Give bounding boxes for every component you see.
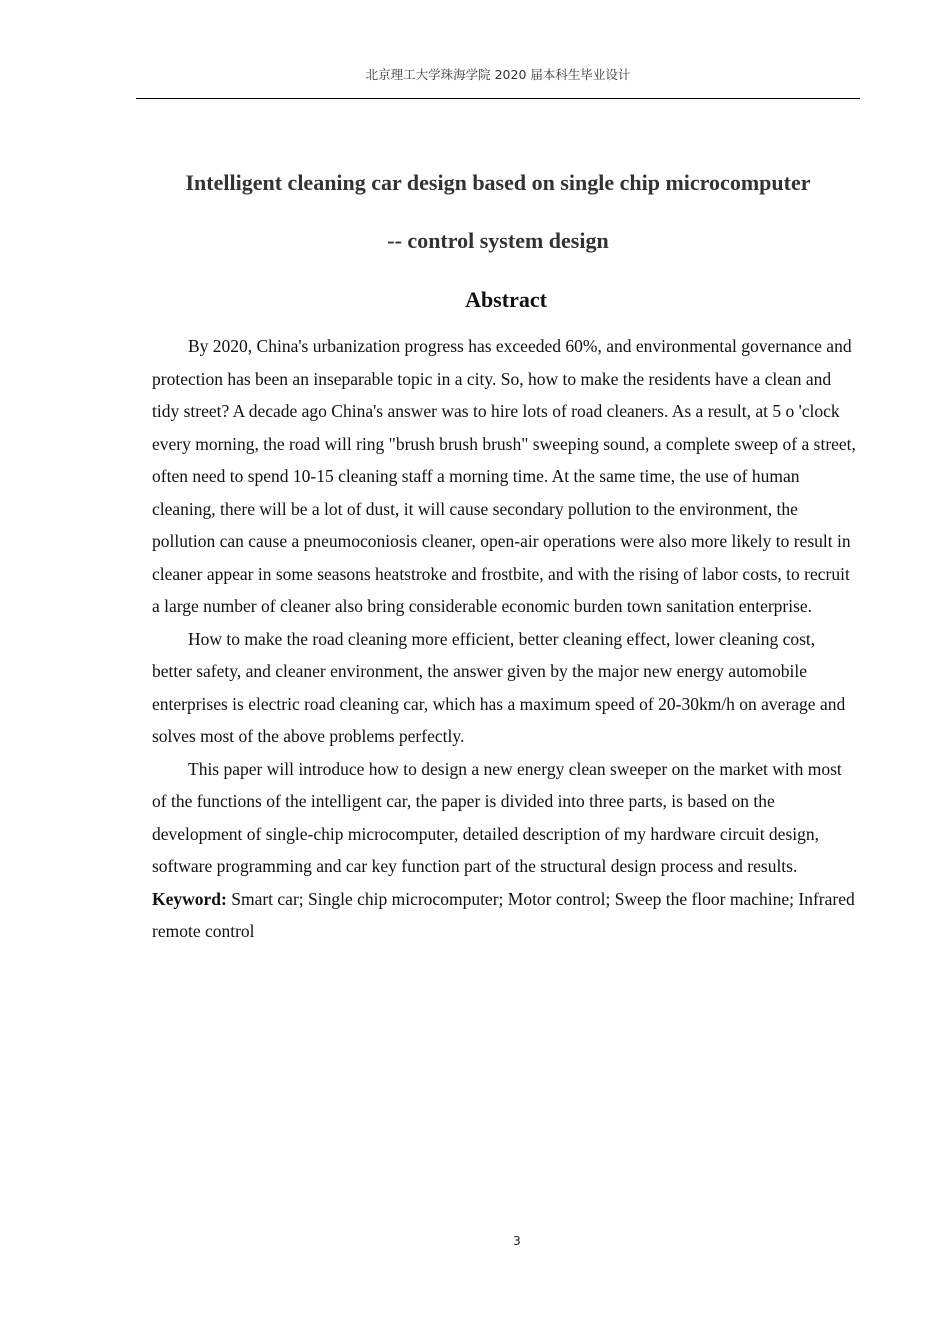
keywords-line (152, 883, 858, 948)
thesis-subtitle: -- control system design (387, 228, 609, 253)
abstract-paragraph: How to make the road cleaning more efficient, better cleaning effect, lower cleaning cost, better safety, and cleaner environment, the answer given by the major new energy automobile enterprises is electric road cleaning car, which has a maximum speed of 20-30km/h on average and solves most of the above problems perfectly. (152, 628, 846, 746)
page-number: 3 (513, 1234, 521, 1248)
abstract-body (152, 330, 858, 948)
running-header: 北京理工大学珠海学院 2020 届本科生毕业设计 (365, 67, 631, 82)
abstract-paragraph: By 2020, China's urbanization progress has exceeded 60%, and environmental governance and protection has been an inseparable topic in a city. So, how to make the residents have a clean and tidy street? A decade ago China's answer was to hire lots of road cleaners. As a result, at 5 o 'clock every morning, the road will ring "brush brush brush" sweeping sound, a complete sweep of a street, often need to spend 10-15 cleaning staff a morning time. At the same time, the use of human cleaning, there will be a lot of dust, it will cause secondary pollution to the environment, the pollution can cause a pneumoconiosis cleaner, open-air operations were also more likely to result in cleaner appear in some seasons heatstroke and frostbite, and with the rising of labor costs, to recruit a large number of cleaner also bring considerable economic burden town sanitation enterprise. (152, 336, 856, 616)
header-divider (136, 98, 860, 99)
keywords-list: Smart car; Single chip microcomputer; Motor control; Sweep the floor machine; Infrared remote control (152, 888, 855, 941)
thesis-title: Intelligent cleaning car design based on single chip microcomputer (185, 170, 811, 195)
keywords-label: Keyword: (152, 888, 227, 909)
abstract-heading: Abstract (465, 287, 547, 312)
abstract-paragraph: This paper will introduce how to design a new energy clean sweeper on the market with most of the functions of the intelligent car, the paper is divided into three parts, is based on the development of single-chip microcomputer, detailed description of my hardware circuit design, software programming and car key function part of the structural design process and results. (152, 758, 842, 876)
